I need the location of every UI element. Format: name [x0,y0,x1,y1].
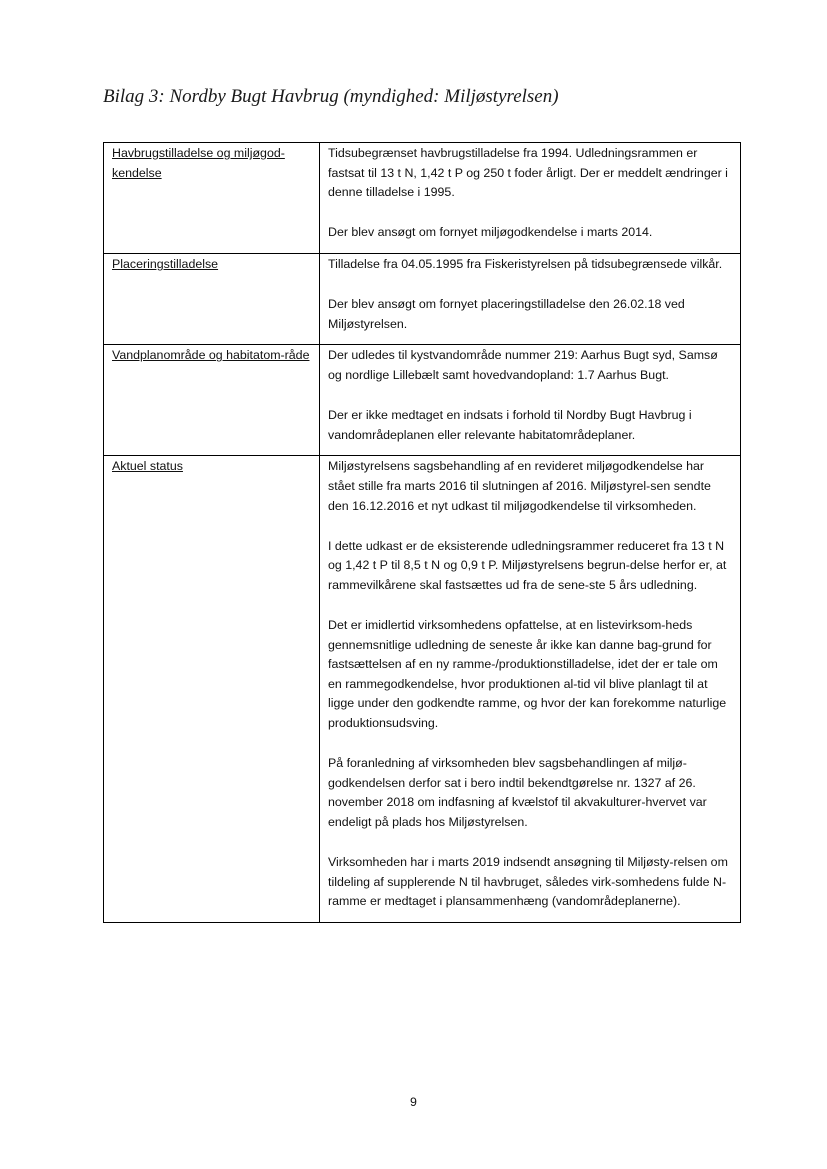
table-row [104,456,741,923]
table-row [104,143,741,254]
paragraph: Der udledes til kystvandområde nummer 219: Aarhus Bugt syd, Samsø og nordlige Lillebælt samt hovedvandopland: 1.7 Aarhus Bugt. [328,348,718,382]
page-heading: Bilag 3: Nordby Bugt Havbrug (myndighed: Miljøstyrelsen) [103,86,559,107]
row-label: Havbrugstilladelse og miljøgod-kendelse [112,146,285,180]
paragraph: Tidsubegrænset havbrugstilladelse fra 1994. Udledningsrammen er fastsat til 13 t N, 1,42 t P og 250 t foder årligt. Der er meddelt ændringer i denne tilladelse i 1995. [328,146,728,200]
info-table [103,142,741,923]
paragraph: I dette udkast er de eksisterende udledningsrammer reduceret fra 13 t N og 1,42 t P til 8,5 t N og 0,9 t P. Miljøstyrelsens begrun-delse herfor er, at rammevilkårene skal fastsættes ud fra de sene-ste 5 års udledning. [328,538,727,592]
row-label: Placeringstilladelse [112,256,219,271]
row-content-cell [320,143,741,254]
paragraph: Der er ikke medtaget en indsats i forhold til Nordby Bugt Havbrug i vandområdeplanen eller relevante habitatområdeplaner. [328,408,692,442]
row-label: Aktuel status [112,459,183,474]
paragraph: På foranledning af virksomheden blev sagsbehandlingen af miljø-godkendelsen derfor sat i bero indtil bekendtgørelse nr. 1327 af 26. november 2018 om indfasning af kvælstof til akvakulturer-hvervet var endeligt på plads hos Miljøstyrelsen. [328,756,707,829]
row-label-cell [104,456,320,923]
paragraph: Virksomheden har i marts 2019 indsendt ansøgning til Miljøsty-relsen om tildeling af supplerende N til havbruget, således virk-somhedens fulde N-ramme er medtaget i plansammenhæng (vandområdeplanerne). [328,855,728,909]
row-label-cell [104,345,320,456]
row-content-cell [320,345,741,456]
table-row [104,253,741,344]
paragraph: Der blev ansøgt om fornyet miljøgodkendelse i marts 2014. [328,225,653,240]
page-number: 9 [410,1095,417,1109]
row-label-cell [104,253,320,344]
paragraph: Miljøstyrelsens sagsbehandling af en revideret miljøgodkendelse har stået stille fra marts 2016 til slutningen af 2016. Miljøstyrel-sen sendte den 16.12.2016 et nyt udkast til miljøgodkendelse til virksomheden. [328,459,711,513]
row-label-cell [104,143,320,254]
row-content-cell [320,253,741,344]
paragraph: Det er imidlertid virksomhedens opfattelse, at en listevirksom-heds gennemsnitlige udledning de seneste år ikke kan danne bag-grund for fastsættelsen af en ny ramme-/produktionstilladelse, idet der er tale om en rammegodkendelse, hvor produktionen al-tid vil blive planlagt til at ligge under den godkendte ramme, og hvor der kan forekomme naturlige produktionsudsving. [328,618,727,731]
paragraph: Der blev ansøgt om fornyet placeringstilladelse den 26.02.18 ved Miljøstyrelsen. [328,297,685,331]
row-content-cell [320,456,741,923]
table-row [104,345,741,456]
row-label: Vandplanområde og habitatom-råde [112,348,310,363]
paragraph: Tilladelse fra 04.05.1995 fra Fiskeristyrelsen på tidsubegrænsede vilkår. [328,256,723,271]
